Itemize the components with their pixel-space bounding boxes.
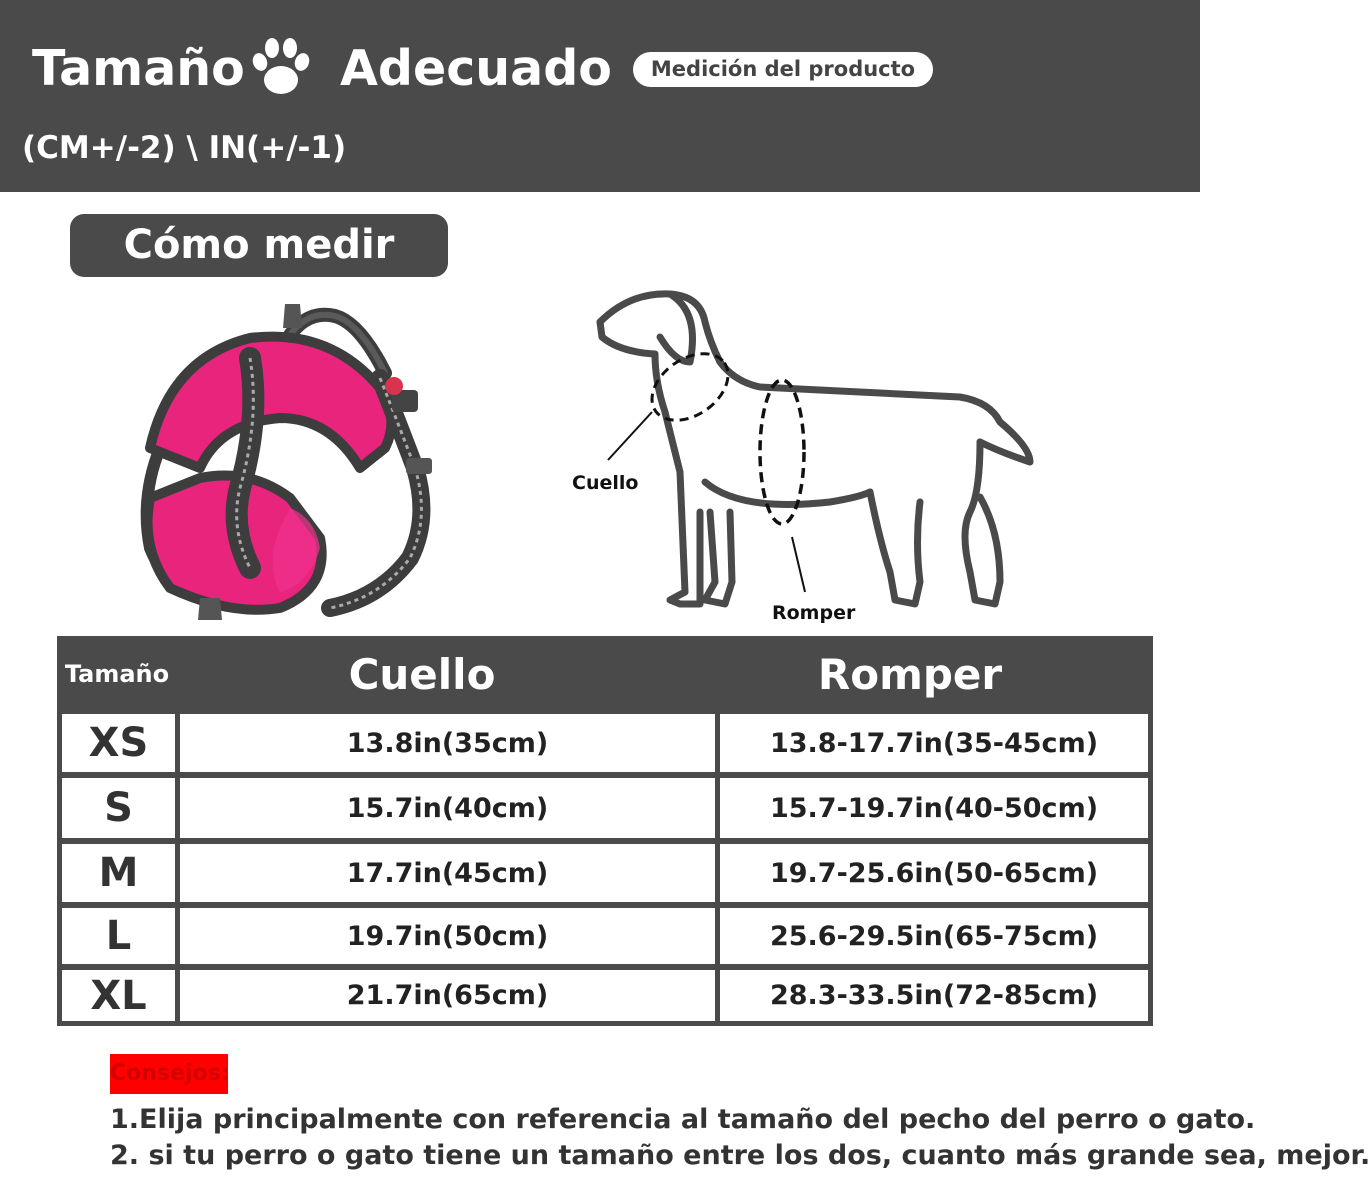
chest-label: Romper bbox=[772, 602, 856, 624]
row-size-xs: XS bbox=[62, 714, 175, 772]
row-size-xl: XL bbox=[62, 970, 175, 1021]
row-neck-xl: 21.7in(65cm) bbox=[180, 970, 715, 1021]
tolerance-note: (CM+/-2) \ IN(+/-1) bbox=[22, 130, 347, 166]
row-chest-s: 15.7-19.7in(40-50cm) bbox=[720, 778, 1148, 838]
row-size-l: L bbox=[62, 908, 175, 964]
header-chest: Romper bbox=[817, 649, 1003, 699]
page-title bbox=[32, 40, 612, 97]
title-word-tamano: Tamaño bbox=[32, 40, 245, 97]
row-chest-m: 19.7-25.6in(50-65cm) bbox=[720, 844, 1148, 902]
title-word-adecuado: Adecuado bbox=[340, 40, 612, 97]
product-measurement-badge: Medición del producto bbox=[633, 52, 933, 87]
harness-image bbox=[130, 298, 450, 628]
row-size-s: S bbox=[62, 778, 175, 838]
how-to-measure-label: Cómo medir bbox=[70, 214, 448, 277]
dog-measurement-diagram bbox=[560, 282, 1060, 622]
row-neck-s: 15.7in(40cm) bbox=[180, 778, 715, 838]
row-neck-l: 19.7in(50cm) bbox=[180, 908, 715, 964]
header-banner bbox=[0, 0, 1200, 192]
tip-1: 1.Elija principalmente con referencia al tamaño del pecho del perro o gato. bbox=[110, 1104, 1256, 1135]
row-chest-xs: 13.8-17.7in(35-45cm) bbox=[720, 714, 1148, 772]
row-size-m: M bbox=[62, 844, 175, 902]
row-neck-xs: 13.8in(35cm) bbox=[180, 714, 715, 772]
row-neck-m: 17.7in(45cm) bbox=[180, 844, 715, 902]
neck-label: Cuello bbox=[572, 472, 639, 494]
tip-2: 2. si tu perro o gato tiene un tamaño entre los dos, cuanto más grande sea, mejor. bbox=[110, 1140, 1370, 1171]
size-table bbox=[57, 636, 1153, 1026]
paw-icon bbox=[246, 32, 316, 102]
header-neck: Cuello bbox=[348, 649, 496, 699]
tips-label: Consejos: bbox=[110, 1054, 228, 1094]
header-size: Tamaño bbox=[64, 660, 170, 688]
row-chest-xl: 28.3-33.5in(72-85cm) bbox=[720, 970, 1148, 1021]
row-chest-l: 25.6-29.5in(65-75cm) bbox=[720, 908, 1148, 964]
